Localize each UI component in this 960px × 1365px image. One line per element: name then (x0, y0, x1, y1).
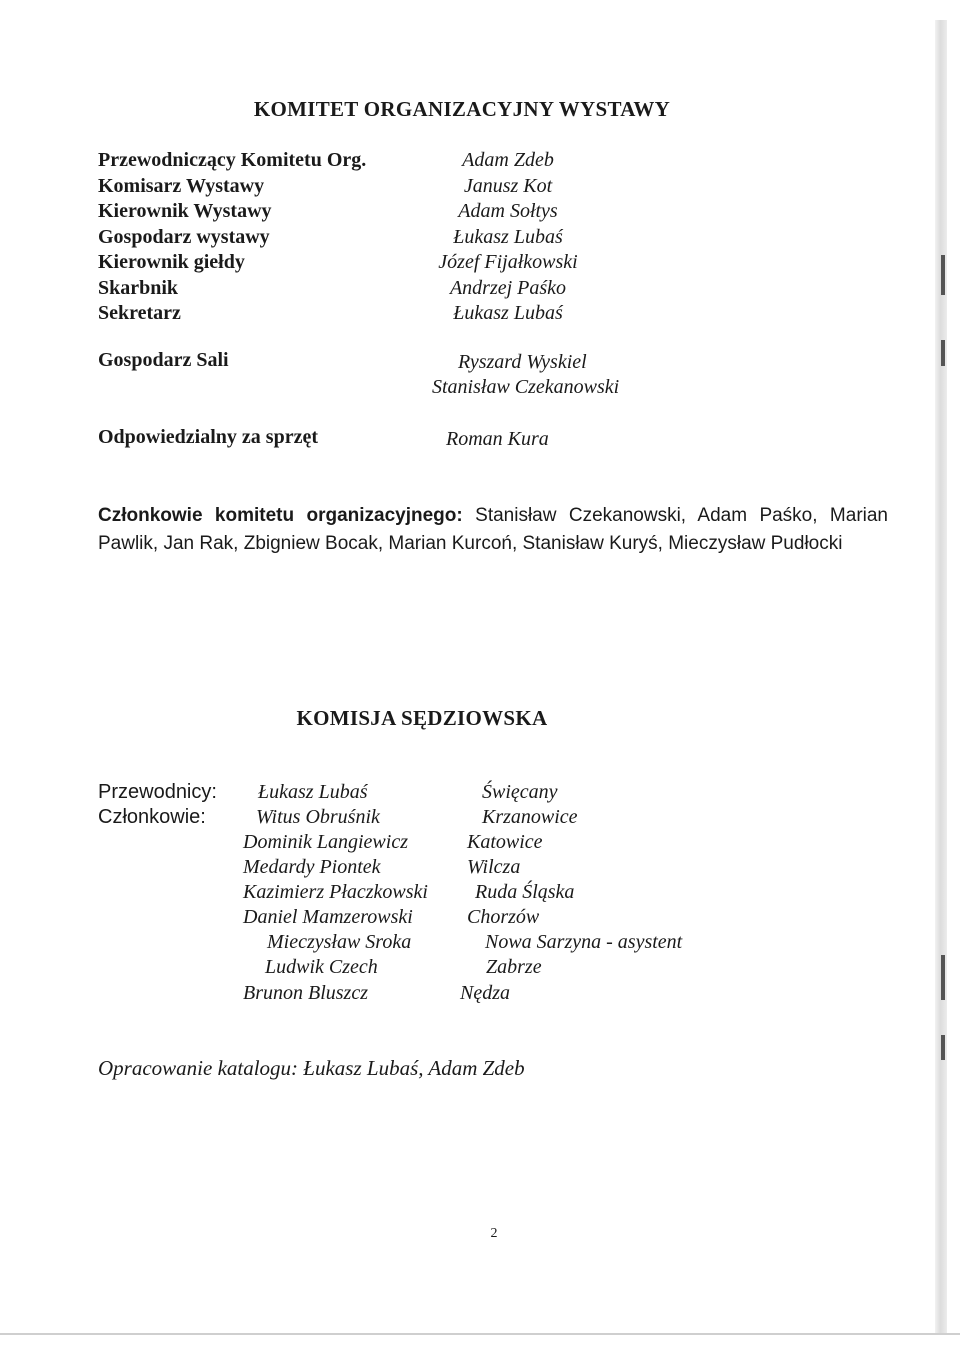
judge-name: Łukasz Lubaś (258, 781, 368, 803)
binding-mark (941, 340, 945, 366)
scan-bottom-line (0, 1333, 960, 1335)
members-names: Stanisław Czekanowski, Adam Paśko, Marian Pawlik, Jan Rak, Zbigniew Bocak, Marian Kurcoń, Stanisław Kuryś, Mieczysław Pudłocki (98, 505, 889, 554)
judge-town: Nędza (460, 982, 510, 1004)
person-name: Roman Kura (446, 428, 549, 450)
judge-name: Ludwik Czech (265, 956, 378, 978)
catalogue-credits: Opracowanie katalogu: Łukasz Lubaś, Adam Zdeb (98, 1056, 525, 1080)
binding-mark (941, 1035, 945, 1060)
person-name: Adam Zdeb (462, 149, 554, 171)
jury-title: KOMISJA SĘDZIOWSKA (296, 706, 548, 730)
person-name: Adam Sołtys (458, 200, 558, 222)
role-label: Skarbnik (98, 276, 179, 299)
judge-town: Krzanowice (482, 806, 578, 828)
person-name: Józef Fijałkowski (438, 251, 578, 273)
person-name: Andrzej Paśko (449, 276, 567, 299)
judge-town: Zabrze (486, 956, 542, 978)
role-label: Odpowiedzialny za sprzęt (98, 426, 318, 448)
role-label: Przewodniczący Komitetu Org. (98, 149, 367, 171)
judge-name: Brunon Bluszcz (243, 982, 368, 1004)
person-name: Stanisław Czekanowski (432, 376, 620, 398)
judge-town: Nowa Sarzyna - asystent (485, 931, 683, 953)
judge-town: Ruda Śląska (475, 881, 575, 903)
role-label: Komisarz Wystawy (98, 174, 265, 197)
binding-mark (941, 255, 945, 295)
judge-name: Medardy Piontek (243, 856, 381, 878)
jury-chair-label: Przewodnicy: (98, 781, 217, 803)
binding-mark (941, 955, 945, 1000)
page-edge-shadow (935, 20, 947, 1335)
jury-members-label: Członkowie: (98, 806, 206, 828)
person-name: Ryszard Wyskiel (458, 351, 587, 373)
judge-name: Kazimierz Płaczkowski (243, 881, 428, 903)
person-name: Janusz Kot (463, 174, 553, 197)
judge-town: Katowice (467, 831, 543, 853)
judge-name: Dominik Langiewicz (243, 831, 408, 853)
judge-town: Święcany (482, 781, 558, 803)
judge-town: Chorzów (467, 906, 540, 928)
person-name: Łukasz Lubaś (453, 302, 563, 324)
committee-members (98, 502, 888, 558)
members-label: Członkowie komitetu organizacyjnego: (98, 505, 463, 526)
person-name: Łukasz Lubaś (453, 225, 563, 248)
roles-list (98, 148, 366, 327)
judge-name: Mieczysław Sroka (267, 931, 412, 953)
role-label: Sekretarz (98, 302, 181, 324)
judge-name: Daniel Mamzerowski (243, 906, 413, 928)
role-label: Kierownik giełdy (98, 251, 245, 273)
role-label: Gospodarz Sali (98, 349, 229, 371)
committee-title: KOMITET ORGANIZACYJNY WYSTAWY (253, 97, 671, 121)
role-label: Kierownik Wystawy (98, 200, 272, 222)
judge-town: Wilcza (467, 856, 521, 878)
judge-name: Witus Obruśnik (256, 806, 380, 828)
page-number: 2 (490, 1226, 498, 1241)
role-label: Gospodarz wystawy (98, 225, 270, 248)
